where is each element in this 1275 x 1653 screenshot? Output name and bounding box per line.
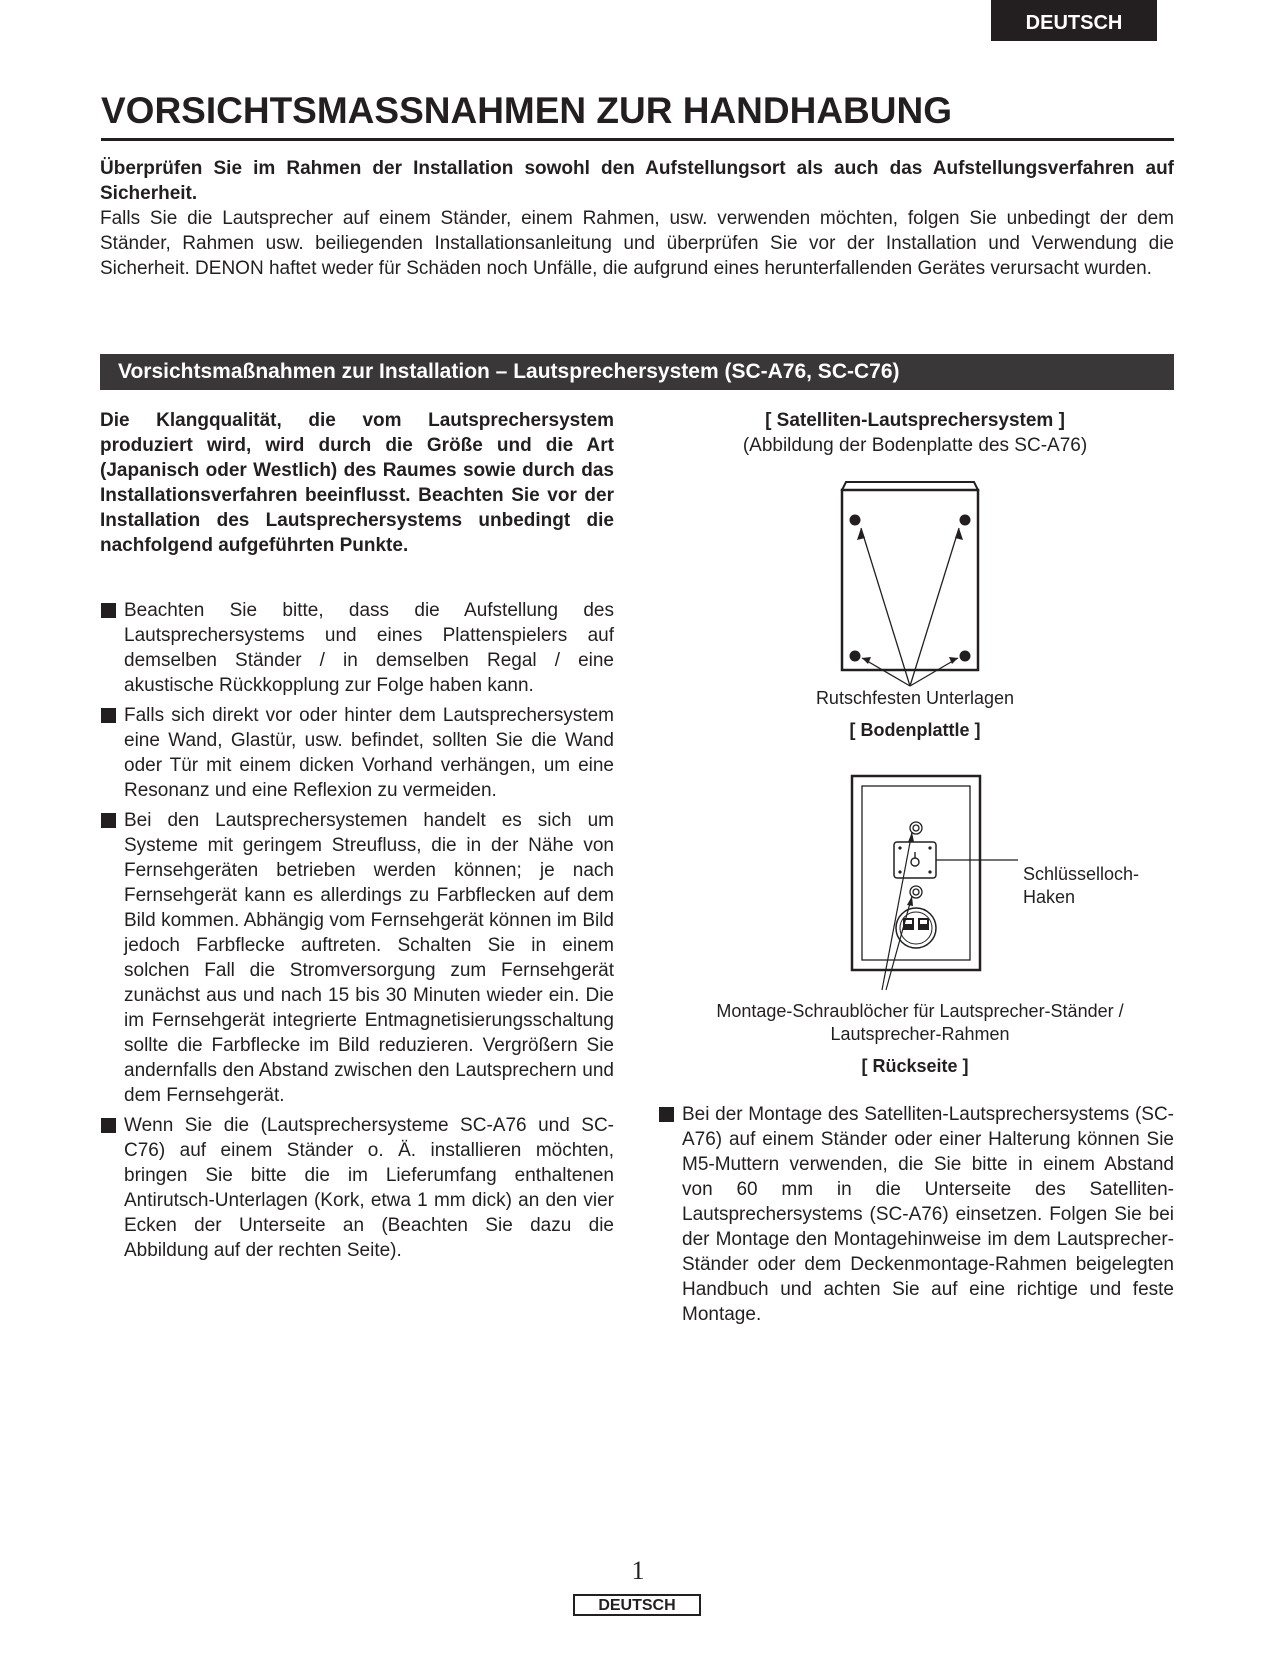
list-item [658, 1102, 1174, 1327]
bullet-square-icon [101, 603, 116, 618]
language-tab: DEUTSCH [991, 0, 1157, 41]
bullet-square-icon [101, 708, 116, 723]
satellite-figure-title: [ Satelliten-Lautsprechersystem ] [765, 410, 1065, 431]
bullet-square-icon [101, 1118, 116, 1133]
list-item-text: Bei den Lautsprechersystemen handelt es sich um Systeme mit geringem Streufluss, die in der Nähe von Fernsehgeräten betrieben werden können; je nach Fernsehgerät kann es allerdings zu Farbflecken auf dem Bild kommen. Abhängig vom Fernsehgerät können im Bild jedoch Farbflecke auftreten. Schalten Sie in einem solchen Fall die Stromversorgung zum Fernsehgerät zunächst aus und nach 15 bis 30 Minuten wieder ein. Die im Fernsehgerät integrierte Entmagnetisierungsschaltung sollte die Farbflecke im Bild reduzieren. Vergrößern Sie andernfalls den Abstand zwischen den Lautsprechern und dem Fernsehgerät. [124, 810, 614, 1106]
keyhole-label-line-1: Schlüsselloch- [1023, 864, 1140, 884]
left-column [100, 408, 614, 1268]
list-item-text: Falls sich direkt vor oder hinter dem Lautsprechersystem eine Wand, Glastür, usw. befindet, sollten Sie die Wand oder Tür mit einem dicken Vorhand verhängen, um eine Resonanz und eine Reflexion zu vermeiden. [124, 705, 614, 801]
bullet-square-icon [659, 1107, 674, 1122]
list-item-text: Wenn Sie die (Lautsprechersysteme SC-A76 und SC-C76) auf einem Ständer o. Ä. installieren möchten, bringen Sie bitte die im Lieferumfang enthaltenen Antirutsch-Unterlagen (Kork, etwa 1 mm dick) an den vier Ecken der Unterseite an (Beachten Sie dazu die Abbildung auf der rechten Seite). [124, 1115, 614, 1261]
mount-label-line-1: Montage-Schraublöcher für Lautsprecher-Ständer / [716, 1001, 1124, 1021]
list-item [100, 598, 614, 698]
right-column [658, 1102, 1174, 1327]
satellite-figure-subtitle: (Abbildung der Bodenplatte des SC-A76) [742, 435, 1088, 456]
intro-block [100, 156, 1174, 281]
intro-bold-text: Überprüfen Sie im Rahmen der Installation sowohl den Aufstellungsort als auch das Aufstellungsverfahren auf Sicherheit. [100, 158, 1174, 204]
section-lead: Die Klangqualität, die vom Lautsprechersystem produziert wird, wird durch die Größe und die Art (Japanisch oder Westlich) des Raumes sowie durch das Installationsverfahren beeinflusst. Beachten Sie vor der Installation des Lautsprechersystems unbedingt die nachfolgend aufgeführten Punkte. [100, 410, 614, 556]
footer-language-tab: DEUTSCH [573, 1594, 701, 1616]
bottom-plate-diagram [830, 476, 990, 696]
page-title: VORSICHTSMASSNAHMEN ZUR HANDHABUNG [101, 88, 1174, 141]
rear-panel-diagram [850, 774, 1020, 1004]
section-heading: Vorsichtsmaßnahmen zur Installation – Lautsprechersystem (SC-A76, SC-C76) [100, 354, 1174, 390]
pads-label: Rutschfesten Unterlagen [815, 688, 1015, 708]
list-item-text: Bei der Montage des Satelliten-Lautsprechersystems (SC-A76) auf einem Ständer oder einer Halterung können Sie M5-Muttern verwenden, die Sie bitte in einem Abstand von 60 mm in die Unterseite des Satelliten-Lautsprechersystems (SC-A76) einsetzen. Folgen Sie bei der Montage den Montagehinweise im dem Lautsprecher-Ständer oder dem Deckenmontage-Rahmen beigelegten Handbuch und achten Sie auf eine richtige und feste Montage. [682, 1104, 1174, 1325]
list-item-text: Beachten Sie bitte, dass die Aufstellung des Lautsprechersystems und eines Plattenspielers auf demselben Ständer / in demselben Regal / eine akustische Rückkopplung zur Folge haben kann. [124, 600, 614, 696]
list-item [100, 1113, 614, 1263]
list-item [100, 703, 614, 803]
bottom-plate-caption: [ Bodenplattle ] [849, 720, 981, 740]
intro-text: Falls Sie die Lautsprecher auf einem Ständer, einem Rahmen, usw. verwenden möchten, folgen Sie unbedingt der dem Ständer, Rahmen usw. beiliegenden Installationsanleitung und überprüfen Sie vor der Installation und Verwendung die Sicherheit. DENON haftet weder für Schäden noch Unfälle, die aufgrund eines herunterfallenden Gerätes verursacht wurden. [100, 208, 1174, 279]
page-number: 1 [631, 1556, 645, 1585]
rear-panel-caption: [ Rückseite ] [861, 1056, 969, 1076]
keyhole-label-line-2: Haken [1023, 887, 1076, 907]
mount-label-line-2: Lautsprecher-Rahmen [830, 1024, 1010, 1044]
bullet-square-icon [101, 813, 116, 828]
list-item [100, 808, 614, 1108]
